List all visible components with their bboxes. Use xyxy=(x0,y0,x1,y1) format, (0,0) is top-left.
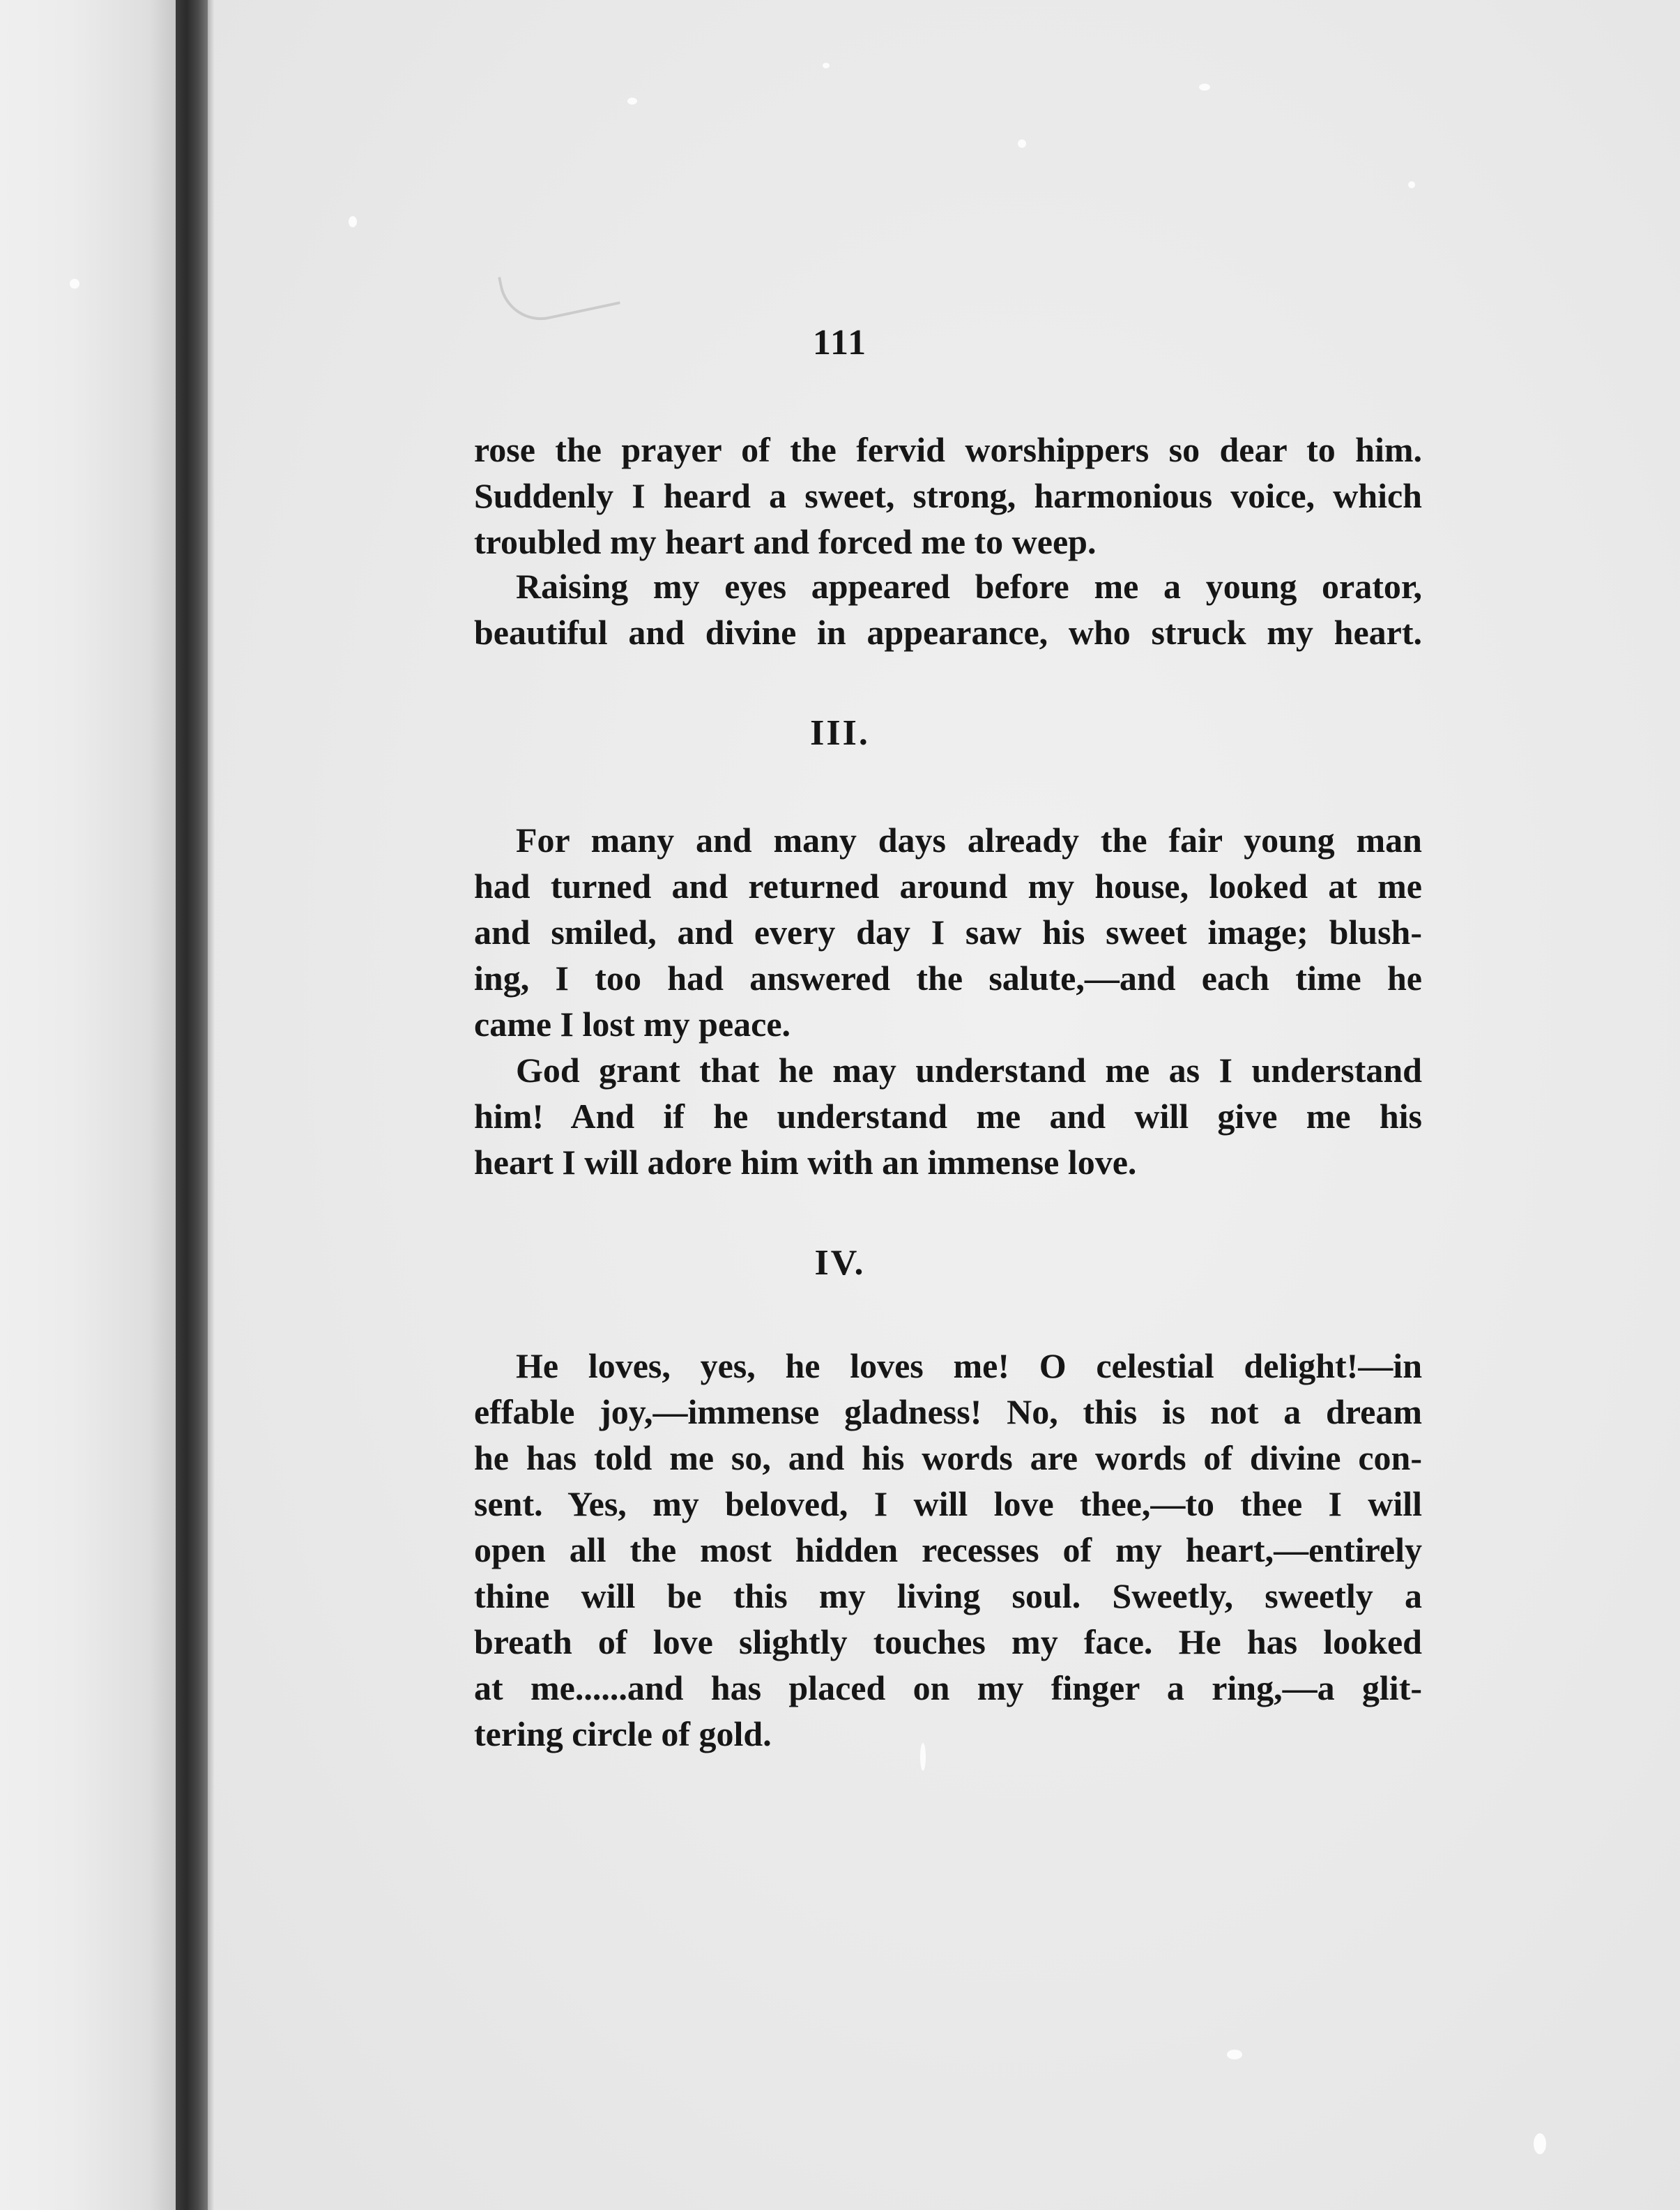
orator-paragraph xyxy=(474,563,1422,655)
section-heading-iii: III. xyxy=(810,713,870,753)
text-line: open all the most hidden recesses of my heart,—entirely xyxy=(474,1530,1422,1569)
text-line: sent. Yes, my beloved, I will love thee,—to thee I will xyxy=(474,1484,1422,1523)
text-line: and smiled, and every day I saw his sweet image; blush- xyxy=(474,913,1422,952)
text-line: came I lost my peace. xyxy=(474,1005,791,1044)
text-line: Suddenly I heard a sweet, strong, harmonious voice, which xyxy=(474,476,1422,515)
section-iv-paragraph-1 xyxy=(474,1343,1422,1757)
scan-speck xyxy=(823,63,830,68)
section-heading-iv: IV. xyxy=(814,1243,866,1283)
scan-speck xyxy=(1199,84,1210,91)
text-line: He loves, yes, he loves me! O celestial delight!—in xyxy=(516,1346,1422,1385)
text-line: rose the prayer of the fervid worshippers so dear to him. xyxy=(474,430,1422,469)
page-number: 111 xyxy=(812,323,868,363)
scan-speck xyxy=(1534,2133,1546,2154)
scan-speck xyxy=(1018,139,1026,148)
text-line: had turned and returned around my house, looked at me xyxy=(474,867,1422,906)
text-line: him! And if he understand me and will give me his xyxy=(474,1097,1422,1136)
text-line: tering circle of gold. xyxy=(474,1714,772,1753)
scan-speck xyxy=(70,279,79,289)
text-line: at me......and has placed on my finger a ring,—a glit- xyxy=(474,1668,1422,1707)
text-line: God grant that he may understand me as I understand xyxy=(516,1051,1422,1090)
text-line: breath of love slightly touches my face. He has looked xyxy=(474,1622,1422,1661)
text-line: beautiful and divine in appearance, who struck my heart. xyxy=(474,613,1422,652)
text-line: effable joy,—immense gladness! No, this is not a dream xyxy=(474,1392,1422,1431)
section-iii-paragraph-1 xyxy=(474,817,1422,1047)
opening-paragraph xyxy=(474,427,1422,565)
text-line: thine will be this my living soul. Sweetly, sweetly a xyxy=(474,1576,1422,1615)
text-line: heart I will adore him with an immense love. xyxy=(474,1143,1137,1182)
scan-speck xyxy=(627,98,637,105)
scan-speck xyxy=(1408,181,1415,188)
text-line: Raising my eyes appeared before me a young orator, xyxy=(516,567,1422,606)
scan-speck xyxy=(349,216,357,227)
text-line: ing, I too had answered the salute,—and each time he xyxy=(474,959,1422,998)
section-iii-paragraph-2 xyxy=(474,1047,1422,1185)
scan-speck xyxy=(1227,2050,1242,2059)
text-line: For many and many days already the fair young man xyxy=(516,821,1422,860)
text-line: he has told me so, and his words are words of divine con- xyxy=(474,1438,1422,1477)
text-line: troubled my heart and forced me to weep. xyxy=(474,522,1097,561)
